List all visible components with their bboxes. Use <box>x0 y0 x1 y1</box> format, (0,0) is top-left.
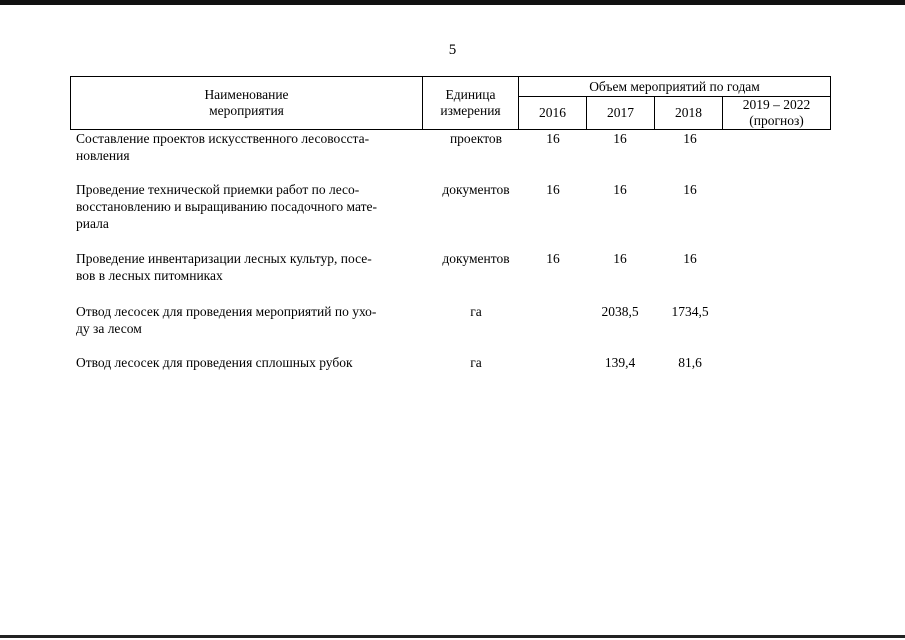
row-name-line: Проведение инвентаризации лесных культур, посе- <box>76 251 372 266</box>
row-value-2018: 16 <box>683 251 697 266</box>
header-unit-line2: измерения <box>440 103 501 118</box>
row-name-line: риала <box>76 216 109 231</box>
row-name <box>76 250 416 284</box>
row-name-line: восстановлению и выращиванию посадочного мате- <box>76 199 378 214</box>
table-header <box>70 76 831 130</box>
row-name <box>76 181 416 232</box>
row-value-2017: 16 <box>613 131 627 146</box>
header-year-2016: 2016 <box>519 97 587 130</box>
row-value-2018: 81,6 <box>678 355 702 370</box>
header-year-2018: 2018 <box>655 97 723 130</box>
row-value-2016: 16 <box>546 182 560 197</box>
row-unit: документов <box>442 182 510 197</box>
header-year-2017: 2017 <box>587 97 655 130</box>
page-number: 5 <box>448 42 457 58</box>
row-name-line: Составление проектов искусственного лесовосста- <box>76 131 370 146</box>
row-name-line: вов в лесных питомниках <box>76 268 223 283</box>
row-name <box>76 130 416 164</box>
header-name-line2: мероприятия <box>209 103 284 118</box>
header-unit-cell <box>423 77 519 130</box>
scan-bottom-edge <box>0 635 905 638</box>
row-value-2017: 139,4 <box>604 355 636 370</box>
header-year4-line1: 2019 – 2022 <box>742 97 811 112</box>
row-unit: га <box>470 355 482 370</box>
scan-top-edge <box>0 0 905 5</box>
header-group-cell: Объем мероприятий по годам <box>519 77 831 97</box>
header-unit-line1: Единица <box>445 87 496 102</box>
header-name-line1: Наименование <box>204 87 289 102</box>
row-name <box>76 303 416 337</box>
row-value-2017: 2038,5 <box>601 304 639 319</box>
row-value-2018: 16 <box>683 131 697 146</box>
header-year4-line2: (прогноз) <box>749 113 804 128</box>
row-name-line: Отвод лесосек для проведения мероприятий по ухо- <box>76 304 377 319</box>
row-value-2016: 16 <box>546 251 560 266</box>
row-name-line: Отвод лесосек для проведения сплошных рубок <box>76 355 353 370</box>
row-value-2018: 16 <box>683 182 697 197</box>
row-name-line: новления <box>76 148 130 163</box>
header-year-2019-2022 <box>723 97 831 130</box>
row-unit: документов <box>442 251 510 266</box>
row-name-line: ду за лесом <box>76 321 142 336</box>
row-value-2016: 16 <box>546 131 560 146</box>
row-value-2018: 1734,5 <box>671 304 709 319</box>
row-unit: га <box>470 304 482 319</box>
row-value-2017: 16 <box>613 182 627 197</box>
row-value-2017: 16 <box>613 251 627 266</box>
row-name <box>76 354 416 371</box>
row-unit: проектов <box>449 131 503 146</box>
row-name-line: Проведение технической приемки работ по лесо- <box>76 182 360 197</box>
header-name-cell <box>71 77 423 130</box>
